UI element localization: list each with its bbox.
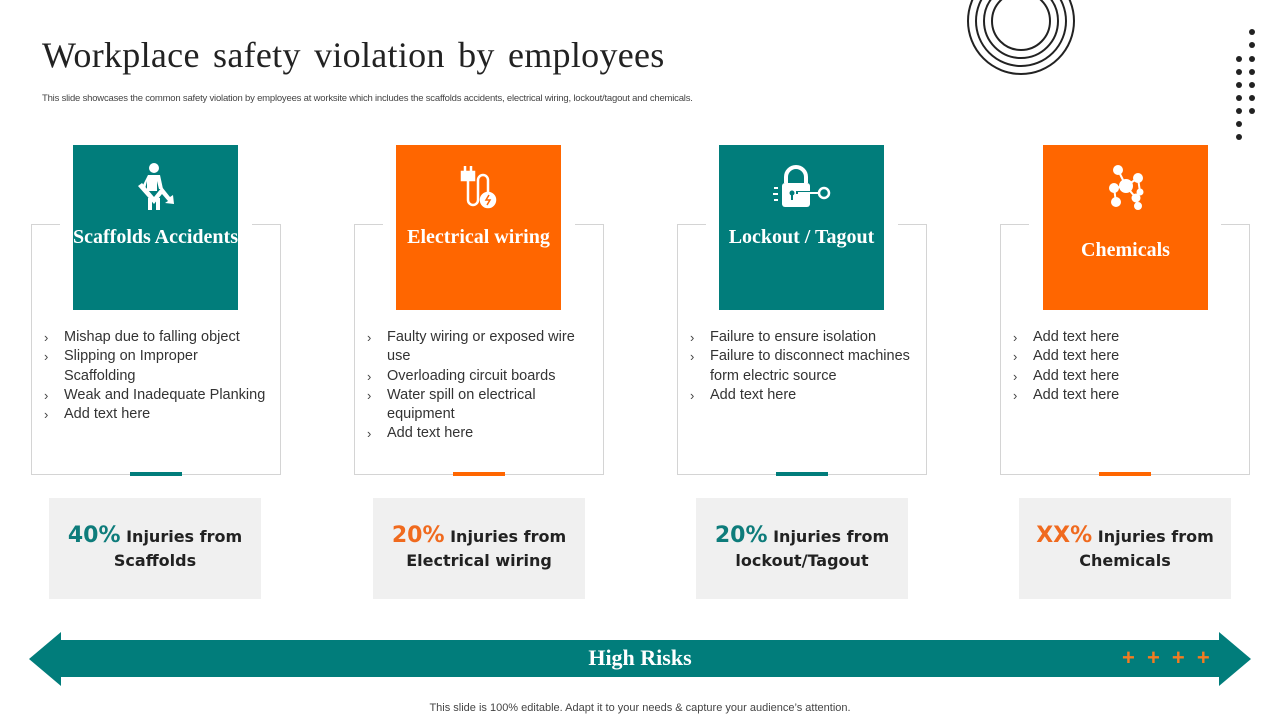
concentric-circles-decoration-icon <box>966 0 1076 76</box>
list-item: › Add text here <box>1013 367 1120 384</box>
list-item: › Failure to ensure isolation <box>690 329 877 345</box>
list-item: › Add text here <box>44 406 151 423</box>
card-accent-bar <box>130 472 182 476</box>
header-chemicals <box>1043 145 1208 310</box>
list-item: › Add text here <box>367 425 474 442</box>
card-accent-bar <box>776 472 828 476</box>
molecule-icon <box>1106 161 1146 213</box>
header-title: Chemicals <box>1081 239 1170 261</box>
plug-cable-icon <box>459 161 499 213</box>
header-title: Scaffolds Accidents <box>73 226 238 248</box>
header-scaffolds <box>73 145 238 310</box>
stat-percent: 20% <box>714 523 768 548</box>
stat-box-lockout: 20% Injuries from lockout/Tagout <box>696 498 908 599</box>
list-item: › Add text here <box>1013 386 1120 403</box>
list-item: › Water spill on electrical equipment <box>367 386 536 423</box>
list-item: › Mishap due to falling object <box>44 329 240 345</box>
stat-percent: 40% <box>67 523 121 548</box>
list-item: › Add text here <box>1013 348 1120 365</box>
list-item: › Failure to disconnect machines form electric source <box>690 348 910 384</box>
stat-box-electrical: 20% Injuries from Electrical wiring <box>373 498 585 599</box>
header-lockout <box>719 145 884 310</box>
card-accent-bar <box>1099 472 1151 476</box>
stat-box-chemicals: XX% Injuries from Chemicals <box>1019 498 1231 599</box>
list-item: › Slipping on Improper Scaffolding <box>44 348 198 384</box>
bullet-list <box>1013 328 1238 405</box>
stat-percent: 20% <box>391 523 445 548</box>
card-accent-bar <box>453 472 505 476</box>
list-item: › Add text here <box>1013 329 1120 345</box>
header-title: Electrical wiring <box>407 226 550 248</box>
list-item: › Weak and Inadequate Planking <box>44 386 266 403</box>
list-item: › Add text here <box>690 386 797 403</box>
header-electrical <box>396 145 561 310</box>
bullet-list <box>690 328 915 405</box>
bullet-list <box>367 328 592 444</box>
falling-worker-icon <box>136 161 176 213</box>
page-title: Workplace safety violation by employees <box>42 35 665 75</box>
page-subtitle: This slide showcases the common safety violation by employees at worksite which includes the scaffolds accidents, electrical wiring, lockout/tagout and chemicals. <box>42 93 693 104</box>
padlock-key-icon <box>772 161 832 213</box>
stat-percent: XX% <box>1036 523 1093 548</box>
footer-note: This slide is 100% editable. Adapt it to your needs & capture your audience’s attention. <box>429 702 851 714</box>
header-title: Lockout / Tagout <box>728 226 875 248</box>
plus-markers: + + + + <box>1122 645 1213 670</box>
stat-box-scaffolds: 40% Injuries from Scaffolds <box>49 498 261 599</box>
list-item: › Faulty wiring or exposed wire use <box>367 329 575 365</box>
bullet-list <box>44 328 269 424</box>
risk-bar-label: High Risks <box>588 645 692 670</box>
list-item: › Overloading circuit boards <box>367 367 556 384</box>
